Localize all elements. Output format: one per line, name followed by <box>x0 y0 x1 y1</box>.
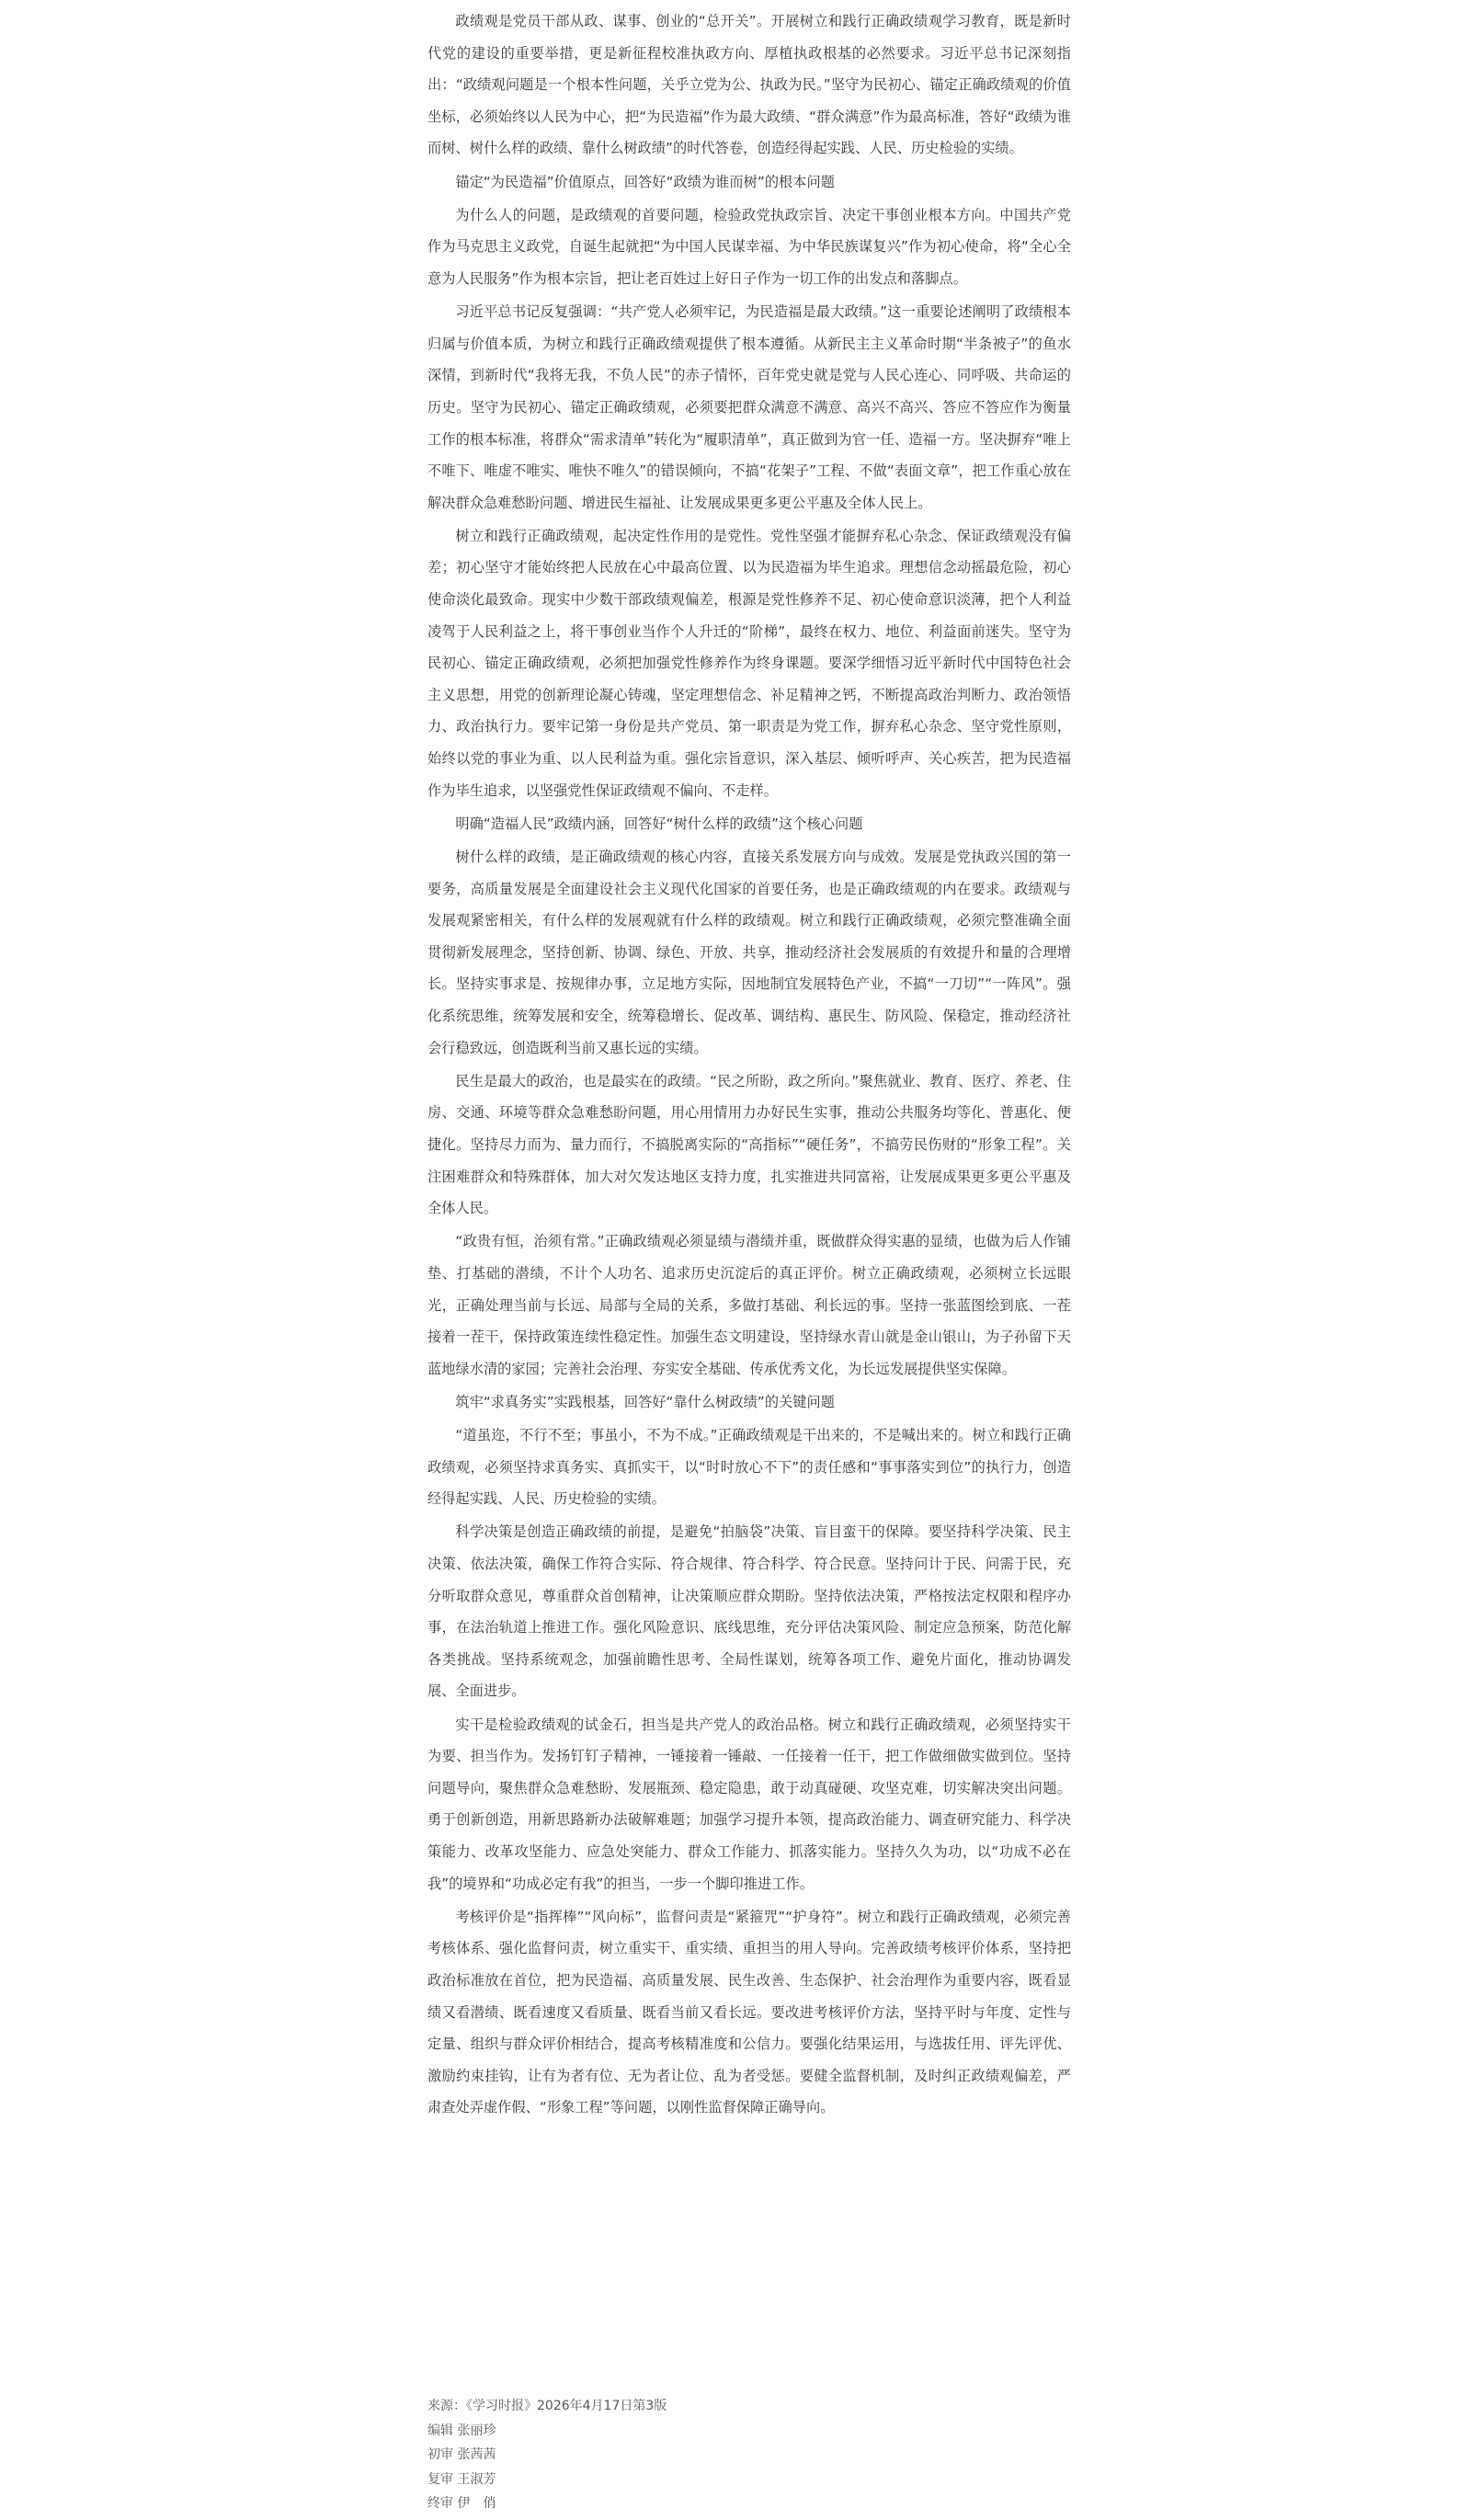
source-line: 来源：《学习时报》2026年4月17日第3版 <box>427 2399 667 2413</box>
second-review-line: 复审 王淑芳 <box>427 2471 496 2487</box>
final-review-line: 终审 伊 俏 <box>427 2496 496 2512</box>
article-paragraph-intro: 政绩观是党员干部从政、谋事、创业的“总开关”。开展树立和践行正确政绩观学习教育，既是新时代党的建设的重要举措，更是新征程校准执政方向、厚植执政根基的必然要求。习近平总书记深刻指出：“政绩观问题是一个根本性问题，关乎立党为公、执政为民。”坚守为民初心、锚定正确政绩观的价值坐标，必须始终以人民为中心，把“为民造福”作为最大政绩、“群众满意”作为最高标准，答好“政绩为谁而树、树什么样的政绩、靠什么树政绩”的时代答卷，创造经得起实践、人民、历史检验的实绩。 <box>427 13 1071 157</box>
article-paragraph: 树什么样的政绩，是正确政绩观的核心内容，直接关系发展方向与成效。发展是党执政兴国的第一要务，高质量发展是全面建设社会主义现代化国家的首要任务，也是正确政绩观的内在要求。政绩观与发展观紧密相关，有什么样的发展观就有什么样的政绩观。树立和践行正确政绩观，必须完整准确全面贯彻新发展理念，坚持创新、协调、绿色、开放、共享，推动经济社会发展质的有效提升和量的合理增长。坚持实事求是、按规律办事，立足地方实际，因地制宜发展特色产业，不搞“一刀切”“一阵风”。强化系统思维，统筹发展和安全，统筹稳增长、促改革、调结构、惠民生、防风险、保稳定，推动经济社会行稳致远，创造既利当前又惠长远的实绩。 <box>427 849 1071 1056</box>
section-heading-1: 锚定“为民造福”价值原点，回答好“政绩为谁而树”的根本问题 <box>455 173 836 190</box>
article-credits <box>427 2394 1071 2516</box>
article-paragraph: 习近平总书记反复强调：“共产党人必须牢记，为民造福是最大政绩。”这一重要论述阐明了政绩根本归属与价值本质，为树立和践行正确政绩观提供了根本遵循。从新民主主义革命时期“半条被子”的鱼水深情，到新时代“我将无我，不负人民”的赤子情怀，百年党史就是党与人民心连心、同呼吸、共命运的历史。坚守为民初心、锚定正确政绩观，必须要把群众满意不满意、高兴不高兴、答应不答应作为衡量工作的根本标准，将群众“需求清单”转化为“履职清单”，真正做到为官一任、造福一方。坚决摒弃“唯上不唯下、唯虚不唯实、唯快不唯久”的错误倾向，不搞“花架子”工程、不做“表面文章”，把工作重心放在解决群众急难愁盼问题、增进民生福祉、让发展成果更多更公平惠及全体人民上。 <box>427 303 1071 511</box>
article-paragraph: 实干是检验政绩观的试金石，担当是共产党人的政治品格。树立和践行正确政绩观，必须坚持实干为要、担当作为。发扬钉钉子精神，一锤接着一锤敲、一任接着一任干，把工作做细做实做到位。坚持问题导向，聚焦群众急难愁盼、发展瓶颈、稳定隐患，敢于动真碰硬、攻坚克难，切实解决突出问题。勇于创新创造，用新思路新办法破解难题；加强学习提升本领，提高政治能力、调查研究能力、科学决策能力、改革攻坚能力、应急处突能力、群众工作能力、抓落实能力。坚持久久为功，以“功成不必在我”的境界和“功成必定有我”的担当，一步一个脚印推进工作。 <box>427 1716 1071 1892</box>
section-heading-3: 筑牢“求真务实”实践根基，回答好“靠什么树政绩”的关键问题 <box>455 1393 836 1410</box>
article-paragraph: 民生是最大的政治，也是最实在的政绩。“民之所盼，政之所向。”聚焦就业、教育、医疗、养老、住房、交通、环境等群众急难愁盼问题，用心用情用力办好民生实事，推动公共服务均等化、普惠化、便捷化。坚持尽力而为、量力而行，不搞脱离实际的“高指标”“硬任务”，不搞劳民伤财的“形象工程”。关注困难群众和特殊群体，加大对欠发达地区支持力度，扎实推进共同富裕，让发展成果更多更公平惠及全体人民。 <box>427 1072 1071 1217</box>
article-body <box>427 6 1071 2126</box>
article-paragraph: “政贵有恒，治须有常。”正确政绩观必须显绩与潜绩并重，既做群众得实惠的显绩，也做为后人作铺垫、打基础的潜绩，不计个人功名、追求历史沉淀后的真正评价。树立正确政绩观，必须树立长远眼光，正确处理当前与长远、局部与全局的关系，多做打基础、利长远的事。坚持一张蓝图绘到底、一茬接着一茬干，保持政策连续性稳定性。加强生态文明建设，坚持绿水青山就是金山银山，为子孙留下天蓝地绿水清的家园；完善社会治理、夯实安全基础、传承优秀文化，为长远发展提供坚实保障。 <box>427 1233 1071 1377</box>
first-review-line: 初审 张茜茜 <box>427 2447 496 2463</box>
editor-line: 编辑 张丽珍 <box>427 2423 496 2438</box>
article-paragraph: 为什么人的问题，是政绩观的首要问题，检验政党执政宗旨、决定干事创业根本方向。中国共产党作为马克思主义政党，自诞生起就把“为中国人民谋幸福、为中华民族谋复兴”作为初心使命，将“全心全意为人民服务”作为根本宗旨，把让老百姓过上好日子作为一切工作的出发点和落脚点。 <box>427 206 1071 287</box>
article-paragraph: 树立和践行正确政绩观，起决定性作用的是党性。党性坚强才能摒弃私心杂念、保证政绩观没有偏差；初心坚守才能始终把人民放在心中最高位置、以为民造福为毕生追求。理想信念动摇最危险，初心使命淡化最致命。现实中少数干部政绩观偏差，根源是党性修养不足、初心使命意识淡薄，把个人利益凌驾于人民利益之上，将干事创业当作个人升迁的“阶梯”，最终在权力、地位、利益面前迷失。坚守为民初心、锚定正确政绩观，必须把加强党性修养作为终身课题。要深学细悟习近平新时代中国特色社会主义思想，用党的创新理论凝心铸魂，坚定理想信念、补足精神之钙，不断提高政治判断力、政治领悟力、政治执行力。要牢记第一身份是共产党员、第一职责是为党工作，摒弃私心杂念、坚守党性原则，始终以党的事业为重、以人民利益为重。强化宗旨意识，深入基层、倾听呼声、关心疾苦，把为民造福作为毕生追求，以坚强党性保证政绩观不偏向、不走样。 <box>427 527 1071 799</box>
article-paragraph: 考核评价是“指挥棒”“风向标”，监督问责是“紧箍咒”“护身符”。树立和践行正确政绩观，必须完善考核体系、强化监督问责，树立重实干、重实绩、重担当的用人导向。完善政绩考核评价体系，坚持把政治标准放在首位，把为民造福、高质量发展、民生改善、生态保护、社会治理作为重要内容，既看显绩又看潜绩、既看速度又看质量、既看当前又看长远。要改进考核评价方法，坚持平时与年度、定性与定量、组织与群众评价相结合，提高考核精准度和公信力。要强化结果运用，与选拔任用、评先评优、激励约束挂钩，让有为者有位、无为者让位、乱为者受惩。要健全监督机制，及时纠正政绩观偏差，严肃查处弄虚作假、“形象工程”等问题，以刚性监督保障正确导向。 <box>427 1908 1071 2116</box>
section-heading-2: 明确“造福人民”政绩内涵，回答好“树什么样的政绩”这个核心问题 <box>455 815 863 832</box>
article-paragraph: “道虽迩，不行不至；事虽小，不为不成。”正确政绩观是干出来的，不是喊出来的。树立和践行正确政绩观，必须坚持求真务实、真抓实干，以“时时放心不下”的责任感和“事事落实到位”的执行力，创造经得起实践、人民、历史检验的实绩。 <box>427 1427 1071 1508</box>
article-paragraph: 科学决策是创造正确政绩的前提，是避免“拍脑袋”决策、盲目蛮干的保障。要坚持科学决策、民主决策、依法决策，确保工作符合实际、符合规律、符合科学、符合民意。坚持问计于民、问需于民，充分听取群众意见，尊重群众首创精神，让决策顺应群众期盼。坚持依法决策，严格按法定权限和程序办事，在法治轨道上推进工作。强化风险意识、底线思维，充分评估决策风险、制定应急预案，防范化解各类挑战。坚持系统观念，加强前瞻性思考、全局性谋划，统筹各项工作、避免片面化，推动协调发展、全面进步。 <box>427 1523 1071 1700</box>
